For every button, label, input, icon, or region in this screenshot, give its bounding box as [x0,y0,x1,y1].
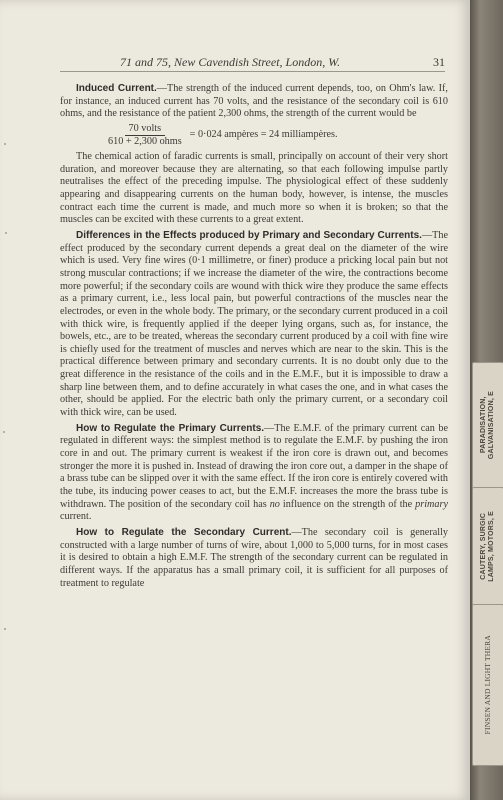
paragraph-chemical-action: The chemical action of faradic currents is small, principally on account of their very short duration, and moreover because they are alternating, so that each following impulse partly neutralises the effect of the preceding impulse. The physiological effect of these suddenly appearing and disappearing currents on the human body, however, is intense, the muscles contract each time the current is made, and much more so when it is broken; so that the muscles can be excited with these currents to a great extent. [60,150,448,226]
text-regulate-primary-a: —The E.M.F. of the primary current can be regulated in different ways: the simplest method is to regulate the E.M.F. by pushing the iron core in and out. The primary current is weakest if the iron core is drawn out, and becomes stronger the more it is pushed in. Instead of drawing the iron core out, a damper in the shape of a brass tube can be slipped over it with the same effect. If the iron core is entirely covered with the tube, its inducing power ceases to act, but the E.M.F. increases the more the brass tube is withdrawn. The position of the secondary coil has [60,422,448,510]
index-tabs [470,0,503,800]
formula-fraction [108,123,182,148]
running-header [60,55,445,72]
paragraph-induced-current [60,83,448,121]
paragraph-regulate-secondary [60,527,448,590]
formula-numerator: 70 volts [125,123,166,136]
tab-faradisation[interactable] [472,362,503,489]
emphasis-primary: primary [415,498,448,510]
heading-differences: Differences in the Effects produced by Primary and Secondary Currents. [76,229,422,241]
heading-induced-current: Induced Current. [76,83,157,94]
tab-label: CAUTERY, SURGIC LAMPS, MOTORS, E [480,511,495,582]
page-body [60,83,448,590]
formula-denominator: 610 + 2,300 ohms [108,135,182,147]
paragraph-regulate-primary [60,423,448,524]
text-differences: —The effect produced by the secondary current depends a great deal on the diameter of the wire which is used. Very fine wires (0·1 millimetre, or finer) produce a pricking local pain but not strong muscular contractions; if we increase the diameter of the wire, the contractions become more powerful; if the secondary coils are wound with thick wire they produce the same effects as a primary current, i.e., less local pain, but powerful contractions of the muscles near the electrodes, or even in the whole body. The primary, or the secondary current produced in a coil with thick wire, is frequently applied if the deeper lying organs, such as, for instance, the bowels, etc., are to be treated, whereas the secondary current produced by a coil with fine wire is chiefly used for the treatment of muscles and nerves which are near to the skin. This is the practical difference between primary and secondary currents. It is no doubt only due to the great difference in the resistance of the coils and in the E.M.F., but it is impossible to draw a sharp line between them, and to define accurately in what cases the one, and in what cases the other, should be applied. For the electric bath only the primary current, or a secondary coil with thick wire, can be used. [60,229,448,419]
formula-result: = 0·024 ampères = 24 milliampères. [189,129,338,141]
heading-regulate-secondary: How to Regulate the Secondary Current. [76,527,292,538]
text-regulate-secondary: —The secondary coil is generally constructed with a large number of turns of wire, about 1,000 to 5,000 turns, for in most cases it is desired to obtain a high E.M.F. The strength of the secondary current can be regulated in different ways. If the apparatus has a small primary coil, it is sufficient for all purposes of treatment to regulate [60,527,448,589]
margin-mark [4,143,6,145]
text-regulate-primary-c: current. [60,511,92,523]
text-regulate-primary-b: influence on the strength of the [279,498,416,510]
page-number: 31 [433,55,445,69]
formula [108,122,448,149]
heading-regulate-primary: How to Regulate the Primary Currents. [76,422,265,434]
paragraph-differences [60,230,448,420]
tab-cautery[interactable] [472,487,503,606]
text-induced-current: —The strength of the induced current depends, too, on Ohm's law. If, for instance, an induced current has 70 volts, and the resistance of the secondary coil is 610 ohms, and the resistance of the patient 2,300 ohms, the strength of the current would be [60,83,448,120]
header-address: 71 and 75, New Cavendish Street, London, W. [120,55,341,69]
margin-mark [5,232,7,234]
margin-mark [3,431,5,433]
tab-label: PARADISATION, GALVANISATION, E [480,391,495,460]
emphasis-no: no [269,498,280,510]
margin-mark [4,628,6,630]
tab-light-therapy[interactable] [472,604,503,766]
tab-label: FINSEN AND LIGHT THERA [483,635,492,735]
